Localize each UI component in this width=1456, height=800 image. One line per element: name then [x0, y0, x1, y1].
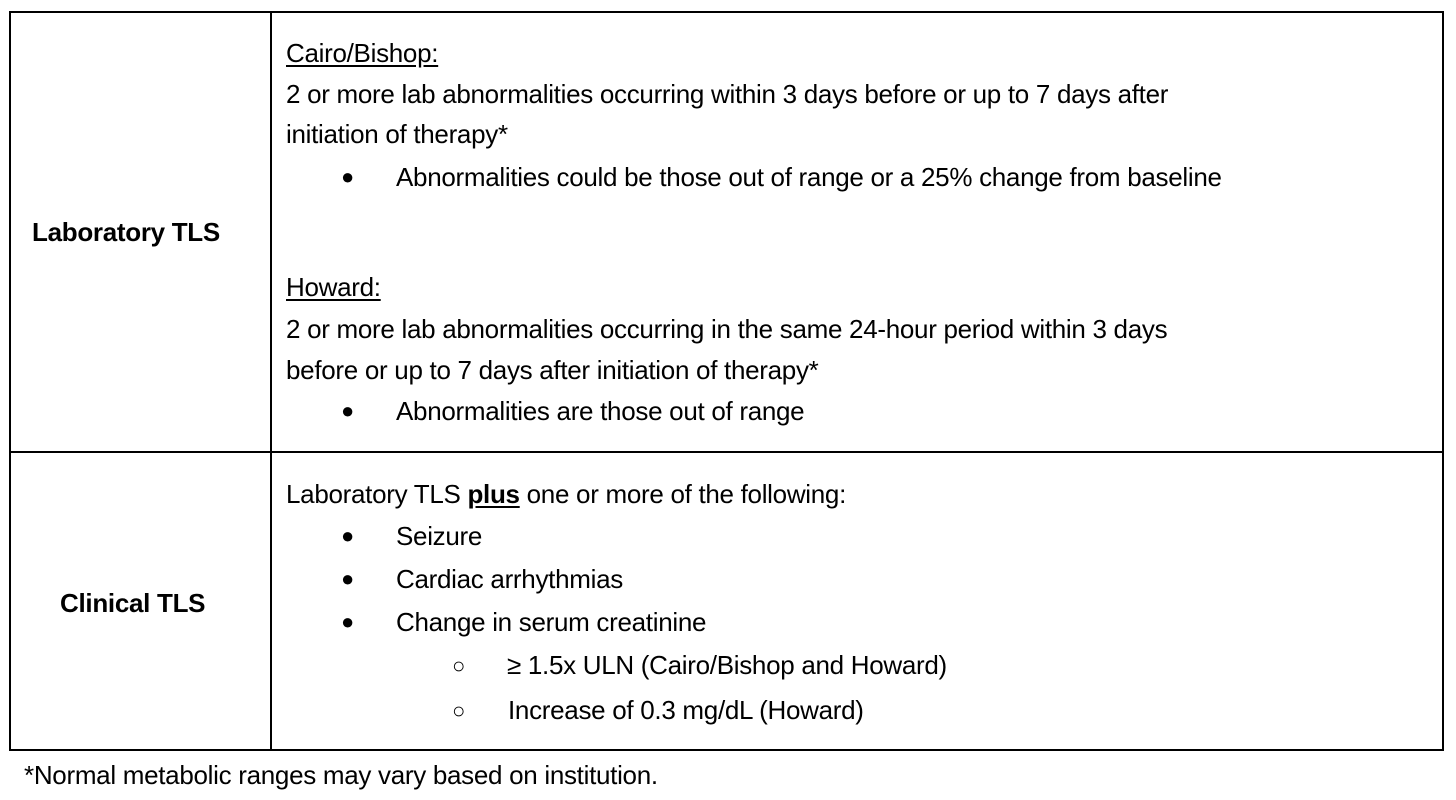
- clinical-bullet-arrhythmias: Cardiac arrhythmias: [396, 564, 623, 594]
- intro-after: one or more of the following:: [519, 479, 847, 509]
- clinical-bullet-seizure: Seizure: [396, 521, 483, 551]
- clinical-bullet-creatinine: Change in serum creatinine: [396, 607, 707, 637]
- intro-before: Laboratory TLS: [286, 479, 468, 509]
- cairo-bishop-text-line2: initiation of therapy*: [286, 119, 508, 149]
- howard-text-line1: 2 or more lab abnormalities occurring in the same 24-hour period within 3 days: [286, 314, 1168, 344]
- cairo-bishop-bullet: Abnormalities could be those out of range or a 25% change from baseline: [396, 162, 1222, 192]
- column-divider: [270, 11, 272, 751]
- sub-bullet-uln: ≥ 1.5x ULN (Cairo/Bishop and Howard): [507, 650, 947, 680]
- bullet-icon: ●: [341, 523, 355, 548]
- clinical-intro: [286, 478, 846, 510]
- bullet-icon: ●: [341, 609, 355, 634]
- row-label-clinical-tls: Clinical TLS: [60, 588, 206, 618]
- section-heading-howard: Howard:: [286, 272, 381, 302]
- bullet-icon: ●: [341, 164, 355, 189]
- intro-emphasis: plus: [467, 479, 520, 509]
- sub-bullet-icon: ○: [452, 698, 466, 723]
- row-divider: [9, 451, 1444, 453]
- howard-bullet: Abnormalities are those out of range: [396, 396, 805, 426]
- cairo-bishop-text-line1: 2 or more lab abnormalities occurring within 3 days before or up to 7 days after: [286, 79, 1169, 109]
- section-heading-cairo-bishop: Cairo/Bishop:: [286, 38, 439, 68]
- sub-bullet-increase: Increase of 0.3 mg/dL (Howard): [508, 695, 864, 725]
- bullet-icon: ●: [341, 566, 355, 591]
- sub-bullet-icon: ○: [452, 653, 466, 678]
- bullet-icon: ●: [341, 398, 355, 423]
- footnote: *Normal metabolic ranges may vary based on institution.: [24, 760, 658, 790]
- row-label-laboratory-tls: Laboratory TLS: [32, 217, 220, 247]
- howard-text-line2: before or up to 7 days after initiation of therapy*: [286, 355, 819, 385]
